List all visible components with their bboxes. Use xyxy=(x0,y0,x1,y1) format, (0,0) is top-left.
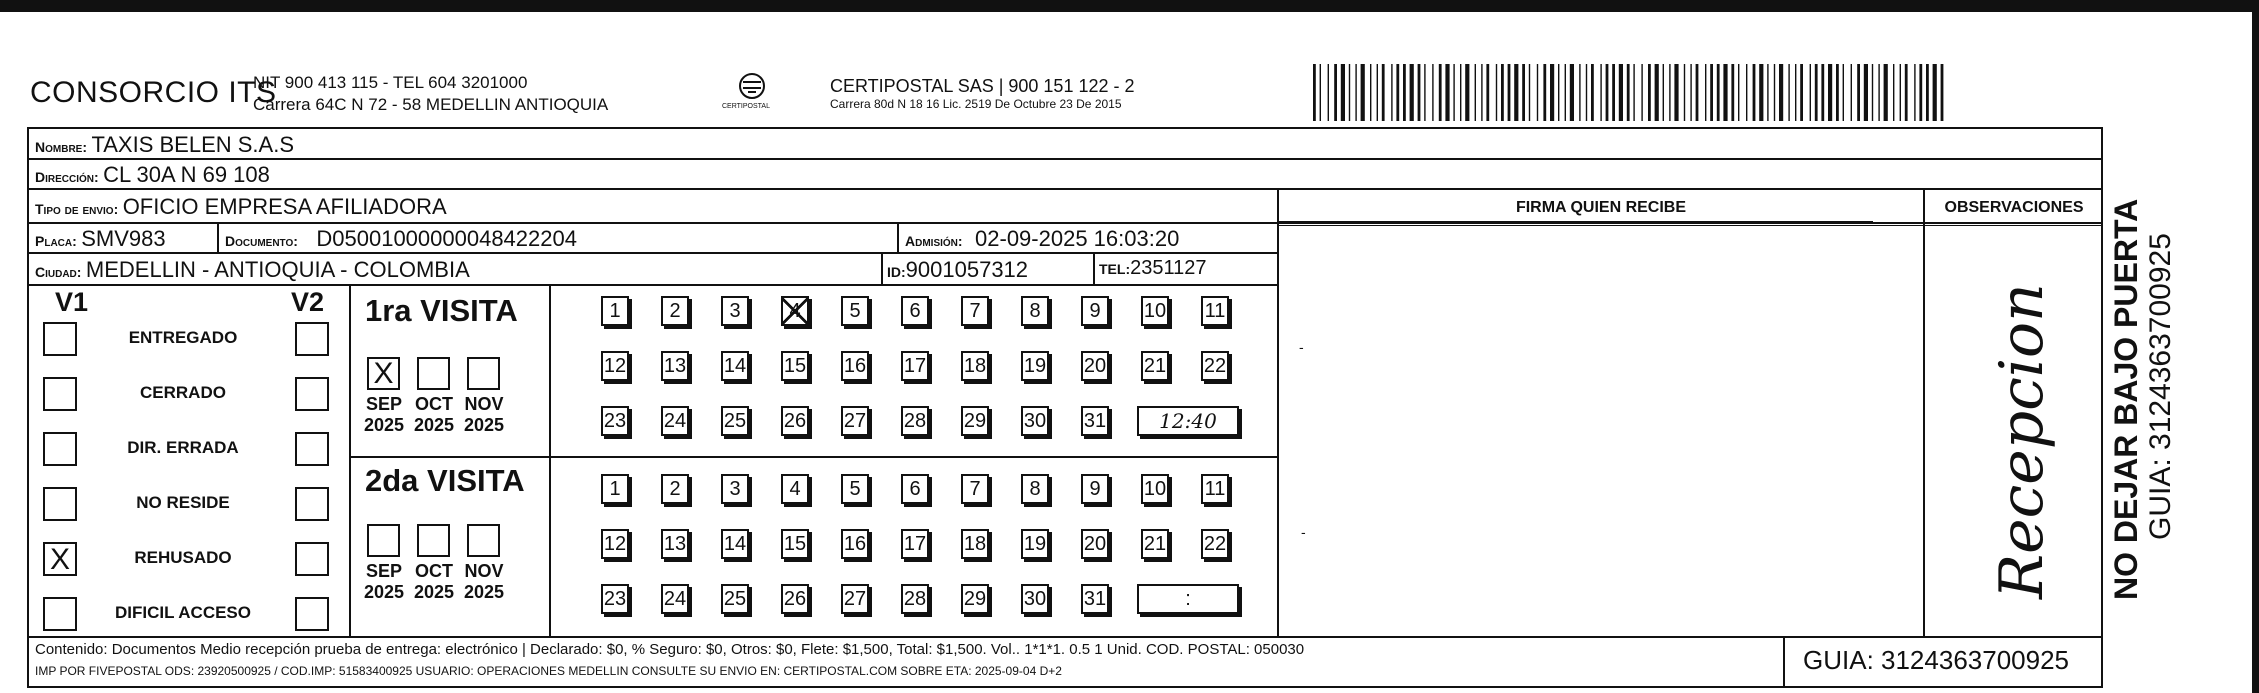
day-box[interactable]: 3 xyxy=(721,474,749,504)
barcode-bar xyxy=(1696,64,1699,121)
divider xyxy=(881,252,883,284)
day-box[interactable]: 5 xyxy=(841,296,869,326)
day-box[interactable]: 17 xyxy=(901,351,929,381)
day-box[interactable]: 16 xyxy=(841,351,869,381)
barcode-bar xyxy=(1738,64,1739,121)
status-label: DIR. ERRADA xyxy=(127,438,239,457)
admission-field xyxy=(905,226,1179,252)
visit2-title: 2da VISITA xyxy=(365,463,525,498)
divider xyxy=(349,284,351,636)
v1-header: V1 xyxy=(55,287,89,317)
barcode-bar xyxy=(1361,64,1365,121)
carrier-name: CERTIPOSTAL SAS | 900 151 122 - 2 xyxy=(830,76,1135,96)
barcode-bar xyxy=(1800,64,1803,121)
shipment-type-label: Tipo de envio: xyxy=(35,201,119,217)
company-info xyxy=(253,72,608,116)
carrier-address: Carrera 80d N 18 16 Lic. 2519 De Octubre 23 De 2015 xyxy=(830,97,1122,111)
barcode-bar xyxy=(1465,64,1469,121)
month-checkbox[interactable] xyxy=(417,524,450,557)
divider xyxy=(29,158,2103,160)
barcode-bar xyxy=(1627,64,1630,121)
address-value: CL 30A N 69 108 xyxy=(103,162,270,187)
day-box[interactable]: 11 xyxy=(1201,474,1229,504)
barcode-bar xyxy=(1933,64,1937,121)
shipment-type-value: OFICIO EMPRESA AFILIADORA xyxy=(122,194,447,219)
plate-field xyxy=(35,226,166,252)
barcode-bar xyxy=(1684,64,1685,121)
v1-checkbox[interactable] xyxy=(43,377,77,411)
barcode-bar xyxy=(1884,64,1888,121)
barcode-bar xyxy=(1475,64,1476,121)
v1-checkbox[interactable] xyxy=(43,597,77,631)
divider xyxy=(217,222,219,252)
status-label: CERRADO xyxy=(140,383,226,402)
month-checkbox[interactable] xyxy=(467,357,500,390)
barcode-bar xyxy=(1905,64,1908,121)
v2-checkbox[interactable] xyxy=(295,542,329,576)
shipment-type-row xyxy=(35,194,447,220)
barcode-bar xyxy=(1821,64,1824,121)
day-box[interactable]: 8 xyxy=(1021,296,1049,326)
barcode-bar xyxy=(1514,64,1518,121)
barcode-bar xyxy=(1445,64,1449,121)
day-box[interactable]: 20 xyxy=(1081,351,1109,381)
barcode-bar xyxy=(1349,64,1350,121)
barcode-bar xyxy=(1731,64,1734,121)
day-box[interactable]: 17 xyxy=(901,529,929,559)
divider xyxy=(1783,636,1785,688)
barcode-bar xyxy=(1641,64,1642,121)
barcode-bar xyxy=(1410,64,1414,121)
day-box[interactable]: 2 xyxy=(661,474,689,504)
day-box[interactable]: 15 xyxy=(781,351,809,381)
day-box[interactable]: 7 xyxy=(961,474,989,504)
barcode-bar xyxy=(1460,64,1461,121)
city-value: MEDELLIN - ANTIOQUIA - COLOMBIA xyxy=(85,257,470,282)
barcode-bar xyxy=(1537,64,1538,121)
day-box[interactable]: 21 xyxy=(1141,529,1169,559)
barcode-bar xyxy=(1914,64,1915,121)
v2-header: V2 xyxy=(291,287,325,317)
barcode-bar xyxy=(1633,64,1634,121)
tel-label: TEL: xyxy=(1099,261,1131,277)
day-box[interactable]: 18 xyxy=(961,529,989,559)
day-box[interactable]: 23 xyxy=(601,406,629,436)
day-box[interactable]: 22 xyxy=(1201,529,1229,559)
barcode-bar xyxy=(1606,64,1609,121)
barcode-bar xyxy=(1565,64,1566,121)
divider xyxy=(1923,188,1925,636)
divider xyxy=(29,284,1277,286)
barcode-bar xyxy=(1900,64,1901,121)
v1-checkbox[interactable] xyxy=(43,487,77,521)
barcode-bar xyxy=(1828,64,1832,121)
day-box[interactable]: 26 xyxy=(781,584,809,614)
day-box[interactable]: 10 xyxy=(1141,296,1169,326)
day-box[interactable]: 14 xyxy=(721,529,749,559)
observation-handwriting: Recepcion xyxy=(1987,283,2057,599)
footer-content: Contenido: Documentos Medio recepción prueba de entrega: electrónico | Declarado: $0, % Seguro: $0, Otros: $0, Flete: $1,500, Total: $1,500. Vol.. 1*1*1. 0.5 1 Unid. COD. POSTAL: 050030 xyxy=(35,641,1305,658)
divider xyxy=(29,188,2103,190)
barcode-bar xyxy=(1648,64,1651,121)
barcode-bar xyxy=(1843,64,1844,121)
day-box[interactable]: 25 xyxy=(721,584,749,614)
year-label: 2025 xyxy=(363,415,405,435)
barcode-bar xyxy=(1453,64,1454,121)
month-label: OCT xyxy=(415,561,453,581)
barcode-bar xyxy=(1710,64,1713,121)
month-checkbox[interactable] xyxy=(367,524,400,557)
day-box[interactable]: 30 xyxy=(1021,584,1049,614)
year-label: 2025 xyxy=(413,415,455,435)
day-box[interactable]: 10 xyxy=(1141,474,1169,504)
month-label: NOV xyxy=(464,561,504,581)
day-box[interactable]: 12 xyxy=(601,529,629,559)
nit-line: NIT 900 413 115 - TEL 604 3201000 xyxy=(253,73,528,92)
day-box[interactable]: 16 xyxy=(841,529,869,559)
day-box[interactable]: 4 xyxy=(781,474,809,504)
status-label: REHUSADO xyxy=(134,548,232,567)
barcode-bar xyxy=(1570,64,1574,121)
barcode-bar xyxy=(1619,64,1623,121)
barcode-bar xyxy=(1403,64,1406,121)
month-label: SEP xyxy=(365,561,403,581)
divider xyxy=(29,252,1277,254)
divider xyxy=(549,284,551,636)
day-box[interactable]: 18 xyxy=(961,351,989,381)
month-label: NOV xyxy=(464,394,504,414)
v2-checkbox[interactable] xyxy=(295,322,329,356)
tel-field xyxy=(1099,257,1207,280)
v1-checkbox[interactable]: X xyxy=(43,542,77,576)
v2-checkbox[interactable] xyxy=(295,377,329,411)
year-label: 2025 xyxy=(413,582,455,602)
day-box[interactable]: 5 xyxy=(841,474,869,504)
status-label: DIFICIL ACCESO xyxy=(114,603,251,622)
top-border xyxy=(0,0,2259,12)
divider xyxy=(1277,222,2103,224)
barcode-bar xyxy=(1377,64,1378,121)
barcode-bar xyxy=(1669,64,1670,121)
barcode-bar xyxy=(1759,64,1763,121)
barcode-bar xyxy=(1779,64,1783,121)
barcode-bar xyxy=(1767,64,1768,121)
footer-print-info: IMP POR FIVEPOSTAL ODS: 23920500925 / COD.IMP: 51583400925 USUARIO: OPERACIONES MEDELLIN CONSULTE SU ENVIO EN: CERTIPOSTAL.COM SOBRE ETA: 2025-09-04 D+2 xyxy=(35,664,1062,678)
barcode-bar xyxy=(1753,64,1756,121)
barcode-bar xyxy=(1313,64,1316,121)
id-field xyxy=(887,257,1028,283)
divider xyxy=(897,222,899,252)
barcode-bar xyxy=(1810,64,1811,121)
month-checkbox[interactable] xyxy=(417,357,450,390)
document-field xyxy=(225,226,577,252)
day-box[interactable]: 21 xyxy=(1141,351,1169,381)
day-box[interactable]: 7 xyxy=(961,296,989,326)
day-box[interactable]: 6 xyxy=(901,474,929,504)
barcode-bar xyxy=(1320,64,1321,121)
day-box[interactable]: 19 xyxy=(1021,351,1049,381)
barcode-bar xyxy=(1941,64,1944,121)
observations-header: OBSERVACIONES xyxy=(1944,199,2084,216)
delivery-form xyxy=(27,127,2103,688)
barcode-bar xyxy=(1851,64,1852,121)
barcode-bar xyxy=(1717,64,1720,121)
barcode-bar xyxy=(1674,64,1678,121)
barcode-bar xyxy=(1579,64,1580,121)
barcode-bar xyxy=(1690,64,1691,121)
barcode-bar xyxy=(1919,64,1922,121)
barcode-bar xyxy=(1893,64,1894,121)
barcode-bar xyxy=(1774,64,1775,121)
v2-checkbox[interactable] xyxy=(295,597,329,631)
no-under-door-warning: NO DEJAR BAJO PUERTA xyxy=(2108,198,2144,600)
document-label: Documento: xyxy=(225,233,298,249)
time-field[interactable]: 12:40 xyxy=(1137,406,1239,436)
barcode-bar xyxy=(1746,64,1747,121)
barcode-bar xyxy=(1355,64,1356,121)
v1-checkbox[interactable] xyxy=(43,322,77,356)
divider xyxy=(1277,221,1873,222)
day-box[interactable]: 27 xyxy=(841,406,869,436)
company-name: CONSORCIO ITS xyxy=(30,76,277,109)
barcode-bar xyxy=(1815,64,1818,121)
day-box[interactable]: 29 xyxy=(961,584,989,614)
month-checkbox[interactable] xyxy=(467,524,500,557)
month-checkbox[interactable]: X xyxy=(367,357,400,390)
day-box[interactable]: 29 xyxy=(961,406,989,436)
day-box[interactable]: 24 xyxy=(661,406,689,436)
name-label: Nombre: xyxy=(35,139,87,155)
barcode-bar xyxy=(1558,64,1559,121)
barcode-bar xyxy=(1508,64,1511,121)
day-box[interactable]: 3 xyxy=(721,296,749,326)
day-box[interactable]: 30 xyxy=(1021,406,1049,436)
barcode-bar xyxy=(1550,64,1554,121)
company-address: Carrera 64C N 72 - 58 MEDELLIN ANTIOQUIA xyxy=(253,95,609,114)
month-label: SEP xyxy=(365,394,403,414)
admission-label: Admisión: xyxy=(905,233,963,249)
barcode-bar xyxy=(1382,64,1385,121)
day-box[interactable]: 1 xyxy=(601,474,629,504)
barcode-bar xyxy=(1878,64,1879,121)
day-box[interactable]: 23 xyxy=(601,584,629,614)
year-label: 2025 xyxy=(363,582,405,602)
barcode-bar xyxy=(1543,64,1546,121)
divider xyxy=(1277,188,1279,636)
day-box[interactable]: 15 xyxy=(781,529,809,559)
logo-text: CERTIPOSTAL xyxy=(722,103,770,110)
barcode-bar xyxy=(1591,64,1594,121)
barcode-bar xyxy=(1655,64,1659,121)
day-box[interactable]: 19 xyxy=(1021,529,1049,559)
barcode-bar xyxy=(1795,64,1796,121)
barcode-bar xyxy=(1432,64,1433,121)
day-box[interactable]: 28 xyxy=(901,406,929,436)
barcode-bar xyxy=(1600,64,1601,121)
barcode-bar xyxy=(1522,64,1525,121)
tel-value: 2351127 xyxy=(1130,257,1207,279)
day-box[interactable]: 26 xyxy=(781,406,809,436)
barcode-bar xyxy=(1529,64,1530,121)
barcode-bar xyxy=(1418,64,1421,121)
divider xyxy=(1093,252,1095,284)
city-label: Ciudad: xyxy=(35,264,82,280)
day-box[interactable]: 31 xyxy=(1081,584,1109,614)
day-box[interactable]: 6 xyxy=(901,296,929,326)
barcode-bar xyxy=(1705,64,1706,121)
day-box[interactable]: 28 xyxy=(901,584,929,614)
day-box[interactable]: 31 xyxy=(1081,406,1109,436)
barcode-bar xyxy=(1396,64,1399,121)
barcode-bar xyxy=(1424,64,1425,121)
day-box[interactable]: 22 xyxy=(1201,351,1229,381)
certipostal-logo-icon xyxy=(726,68,778,118)
signature-mark: - xyxy=(1301,524,1306,540)
barcode-bar xyxy=(1481,64,1482,121)
day-box[interactable]: 20 xyxy=(1081,529,1109,559)
address-label: Dirección: xyxy=(35,169,99,185)
divider xyxy=(1277,225,2103,226)
city-field xyxy=(35,257,470,283)
id-value: 9001057312 xyxy=(905,257,1029,282)
divider xyxy=(29,636,2103,638)
day-box[interactable]: 12 xyxy=(601,351,629,381)
time-field[interactable]: : xyxy=(1137,584,1239,614)
barcode-bar xyxy=(1486,64,1489,121)
year-label: 2025 xyxy=(463,582,505,602)
divider xyxy=(349,456,1277,458)
day-box[interactable]: 25 xyxy=(721,406,749,436)
status-label: ENTREGADO xyxy=(128,328,238,347)
barcode-bar xyxy=(1334,64,1337,121)
barcode xyxy=(1313,64,1948,121)
v1-checkbox[interactable] xyxy=(43,432,77,466)
day-box[interactable]: 27 xyxy=(841,584,869,614)
day-box[interactable]: 9 xyxy=(1081,474,1109,504)
day-box[interactable]: 11 xyxy=(1201,296,1229,326)
barcode-bar xyxy=(1926,64,1929,121)
address-row xyxy=(35,162,270,188)
guia-number: GUIA: 3124363700925 xyxy=(1803,645,2069,675)
barcode-bar xyxy=(1612,64,1615,121)
barcode-bar xyxy=(1501,64,1504,121)
day-box[interactable]: 13 xyxy=(661,529,689,559)
barcode-bar xyxy=(1439,64,1442,121)
plate-value: SMV983 xyxy=(81,226,166,251)
v2-checkbox[interactable] xyxy=(295,487,329,521)
barcode-bar xyxy=(1370,64,1371,121)
month-label: OCT xyxy=(415,394,453,414)
barcode-bar xyxy=(1496,64,1497,121)
right-border xyxy=(2252,0,2259,693)
day-box-marked[interactable]: 4 xyxy=(781,296,809,326)
status-label: NO RESIDE xyxy=(136,493,230,512)
barcode-bar xyxy=(1328,64,1329,121)
plate-label: Placa: xyxy=(35,233,77,249)
visit1-title: 1ra VISITA xyxy=(365,293,518,328)
signature-mark: - xyxy=(1299,339,1304,355)
signature-header: FIRMA QUIEN RECIBE xyxy=(1515,199,1687,216)
barcode-bar xyxy=(1723,64,1727,121)
day-box[interactable]: 9 xyxy=(1081,296,1109,326)
day-box[interactable]: 8 xyxy=(1021,474,1049,504)
barcode-bar xyxy=(1872,64,1873,121)
barcode-bar xyxy=(1788,64,1789,121)
side-guia-number: GUIA: 3124363700925 xyxy=(2144,233,2177,540)
day-box[interactable]: 13 xyxy=(661,351,689,381)
day-box[interactable]: 2 xyxy=(661,296,689,326)
day-box[interactable]: 1 xyxy=(601,296,629,326)
barcode-bar xyxy=(1391,64,1392,121)
day-box[interactable]: 14 xyxy=(721,351,749,381)
v2-checkbox[interactable] xyxy=(295,432,329,466)
name-row xyxy=(35,132,294,158)
admission-value: 02-09-2025 16:03:20 xyxy=(975,226,1180,251)
barcode-bar xyxy=(1341,64,1345,121)
barcode-bar xyxy=(1864,64,1868,121)
name-value: TAXIS BELEN S.A.S xyxy=(91,132,295,157)
barcode-bar xyxy=(1857,64,1860,121)
document-value: D05001000000048422204 xyxy=(316,226,577,251)
id-label: ID: xyxy=(887,264,906,280)
barcode-bar xyxy=(1836,64,1839,121)
barcode-bar xyxy=(1586,64,1587,121)
barcode-bar xyxy=(1663,64,1664,121)
year-label: 2025 xyxy=(463,415,505,435)
day-box[interactable]: 24 xyxy=(661,584,689,614)
